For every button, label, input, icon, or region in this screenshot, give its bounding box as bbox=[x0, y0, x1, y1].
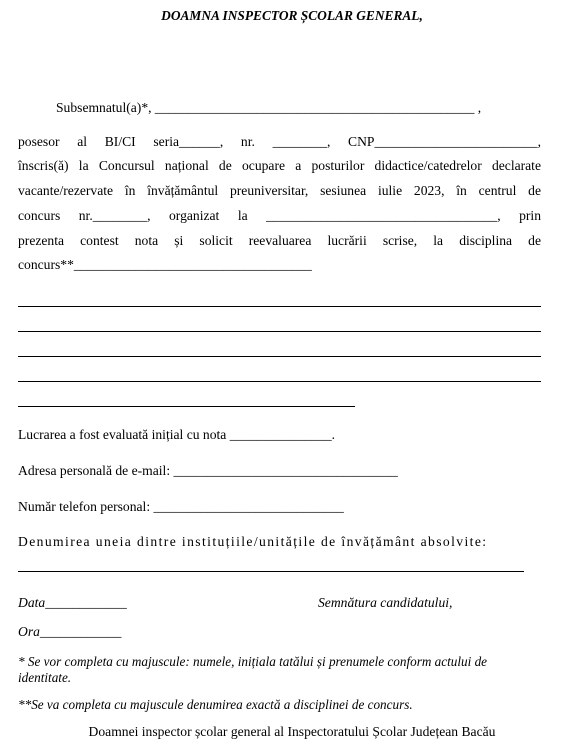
footnote-2: **Se va completa cu majuscule denumirea exactă a disciplinei de concurs. bbox=[18, 697, 413, 712]
blank-line-3[interactable] bbox=[18, 356, 541, 357]
semnatura-label: Semnătura candidatului, bbox=[318, 595, 453, 610]
subsemnatul-line: Subsemnatul(a)*, _______________________________________________ , bbox=[56, 100, 482, 115]
footnote-1: * Se vor completa cu majuscule: numele, inițiala tatălui și prenumele conform actului de identitate. bbox=[18, 654, 488, 685]
blank-line-1[interactable] bbox=[18, 306, 541, 307]
disciplina-line: concurs**___________________________________ bbox=[18, 257, 312, 272]
ora-field: Ora____________ bbox=[18, 624, 122, 639]
body-line-6: prezenta contest nota și solicit reevaluarea lucrării scrise, la disciplina de bbox=[18, 233, 541, 248]
identity-line: posesor al BI/CI seria______, nr. ________, CNP________________________, bbox=[18, 134, 541, 149]
institutii-field: Denumirea uneia dintre instituțiile/unitățile de învățământ absolvite: bbox=[18, 534, 488, 549]
email-field: Adresa personală de e-mail: _________________________________ bbox=[18, 463, 398, 478]
document-title: DOAMNA INSPECTOR ȘCOLAR GENERAL, bbox=[161, 8, 423, 23]
body-line-3: înscris(ă) la Concursul național de ocupare a posturilor didactice/catedrelor declarate bbox=[18, 158, 541, 173]
body-line-5: concurs nr.________, organizat la __________________________________, prin bbox=[18, 208, 541, 223]
blank-line-5[interactable] bbox=[18, 406, 355, 407]
telefon-field: Număr telefon personal: ____________________________ bbox=[18, 499, 344, 514]
blank-line-4[interactable] bbox=[18, 381, 541, 382]
institutii-blank-line[interactable] bbox=[18, 571, 524, 572]
data-field: Data____________ bbox=[18, 595, 127, 610]
body-line-4: vacante/rezervate în învățământul preuniversitar, sesiunea iulie 2023, în centrul de bbox=[18, 183, 541, 198]
nota-field: Lucrarea a fost evaluată inițial cu nota _______________. bbox=[18, 427, 336, 442]
blank-line-2[interactable] bbox=[18, 331, 541, 332]
footer-address: Doamnei inspector școlar general al Inspectoratului Școlar Județean Bacău bbox=[88, 724, 496, 739]
